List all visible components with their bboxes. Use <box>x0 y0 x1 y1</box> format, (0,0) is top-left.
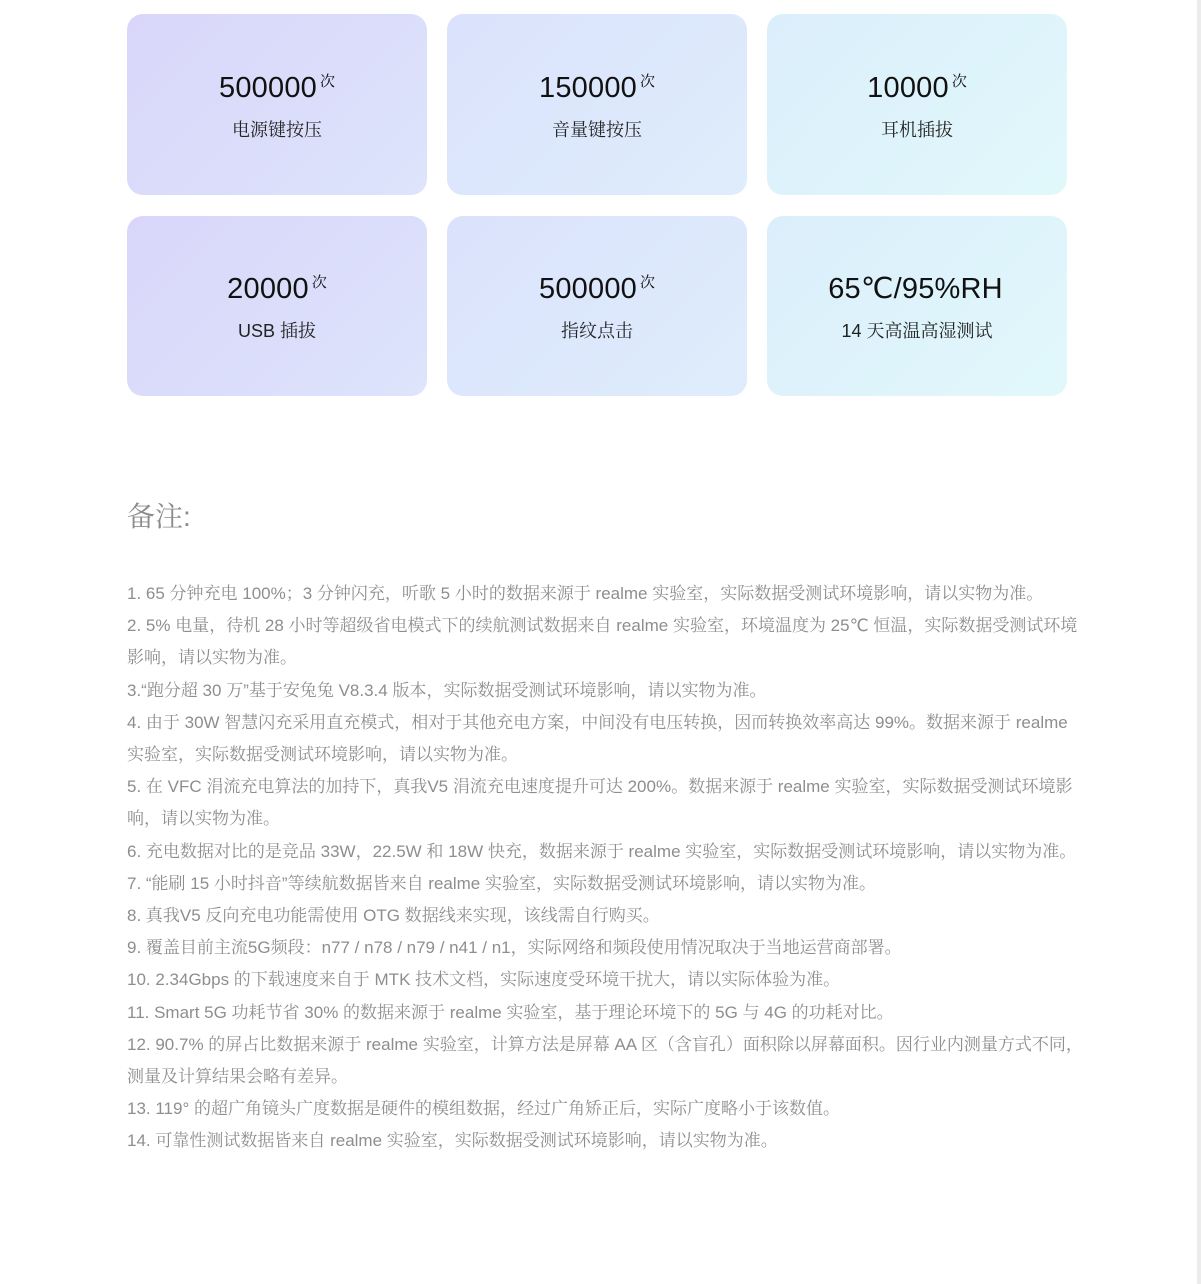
stat-value-line <box>227 272 327 308</box>
note-item: 7. “能刷 15 小时抖音”等续航数据皆来自 realme 实验室，实际数据受测试环境影响，请以实物为准。 <box>127 873 876 893</box>
stat-value-line <box>219 71 335 107</box>
note-item: 4. 由于 30W 智慧闪充采用直充模式，相对于其他充电方案，中间没有电压转换，因而转换效率高达 99%。数据来源于 realme 实验室，实际数据受测试环境影响，请以实物为准。 <box>127 712 1068 765</box>
stat-card-volume-key <box>447 14 747 195</box>
stat-label: 音量键按压 <box>552 119 642 140</box>
stat-value-line <box>828 272 1006 308</box>
stat-card-headphone-jack <box>767 14 1067 195</box>
stat-value: 500000 <box>539 273 637 305</box>
note-item: 9. 覆盖目前主流5G频段：n77 / n78 / n79 / n41 / n1，实际网络和频段使用情况取决于当地运营商部署。 <box>127 938 902 958</box>
note-item: 3.“跑分超 30 万”基于安兔兔 V8.3.4 版本，实际数据受测试环境影响，请以实物为准。 <box>127 680 767 700</box>
stat-label: 14 天高温高湿测试 <box>841 321 993 341</box>
note-item: 13. 119° 的超广角镜头广度数据是硬件的模组数据，经过广角矫正后，实际广度略小于该数值。 <box>127 1099 840 1119</box>
stat-value: 150000 <box>539 71 637 104</box>
stat-card-fingerprint <box>447 216 747 396</box>
stat-card-power-key <box>127 14 427 195</box>
stat-value-line <box>867 71 967 107</box>
note-item: 8. 真我V5 反向充电功能需使用 OTG 数据线来实现，该线需自行购买。 <box>127 906 660 926</box>
stat-label: 电源键按压 <box>232 119 322 140</box>
stat-unit: 次 <box>639 72 655 90</box>
note-item: 1. 65 分钟充电 100%；3 分钟闪充，听歌 5 小时的数据来源于 realme 实验室，实际数据受测试环境影响，请以实物为准。 <box>127 584 1044 603</box>
stat-label: 耳机插拔 <box>881 119 953 140</box>
stat-unit: 次 <box>951 72 967 90</box>
notes-list <box>127 578 1087 1158</box>
reliability-test-cards <box>127 14 1067 396</box>
note-item: 12. 90.7% 的屏占比数据来源于 realme 实验室，计算方法是屏幕 AA 区（含盲孔）面积除以屏幕面积。因行业内测量方式不同，测量及计算结果会略有差异。 <box>127 1034 1083 1087</box>
note-item: 5. 在 VFC 涓流充电算法的加持下，真我V5 涓流充电速度提升可达 200%。数据来源于 realme 实验室，实际数据受测试环境影响，请以实物为准。 <box>127 777 1073 829</box>
stat-value-line <box>539 272 655 308</box>
stat-value: 500000 <box>219 71 317 104</box>
note-item: 2. 5% 电量，待机 28 小时等超级省电模式下的续航测试数据来自 realme 实验室，环境温度为 25℃ 恒温，实际数据受测试环境影响，请以实物为准。 <box>127 616 1078 668</box>
stat-card-usb <box>127 216 427 396</box>
note-item: 6. 充电数据对比的是竞品 33W，22.5W 和 18W 快充，数据来源于 realme 实验室，实际数据受测试环境影响，请以实物为准。 <box>127 841 1077 861</box>
stat-value: 10000 <box>867 71 949 104</box>
stat-card-humidity <box>767 216 1067 396</box>
notes-title: 备注: <box>127 501 191 532</box>
stat-label: USB 插拔 <box>237 321 316 341</box>
note-item: 10. 2.34Gbps 的下载速度来自于 MTK 技术文档，实际速度受环境干扰大，请以实际体验为准。 <box>127 970 841 990</box>
stat-value: 65℃/95%RH <box>828 273 1003 305</box>
scrollbar[interactable] <box>1197 0 1201 1284</box>
stat-unit: 次 <box>319 72 335 90</box>
stat-value: 20000 <box>227 273 309 305</box>
note-item: 14. 可靠性测试数据皆来自 realme 实验室，实际数据受测试环境影响，请以实物为准。 <box>127 1131 778 1151</box>
stat-unit: 次 <box>639 274 655 291</box>
stat-value-line <box>539 71 655 107</box>
stat-unit: 次 <box>311 274 327 291</box>
stat-label: 指纹点击 <box>561 321 633 341</box>
note-item: 11. Smart 5G 功耗节省 30% 的数据来源于 realme 实验室，基于理论环境下的 5G 与 4G 的功耗对比。 <box>127 1002 894 1022</box>
